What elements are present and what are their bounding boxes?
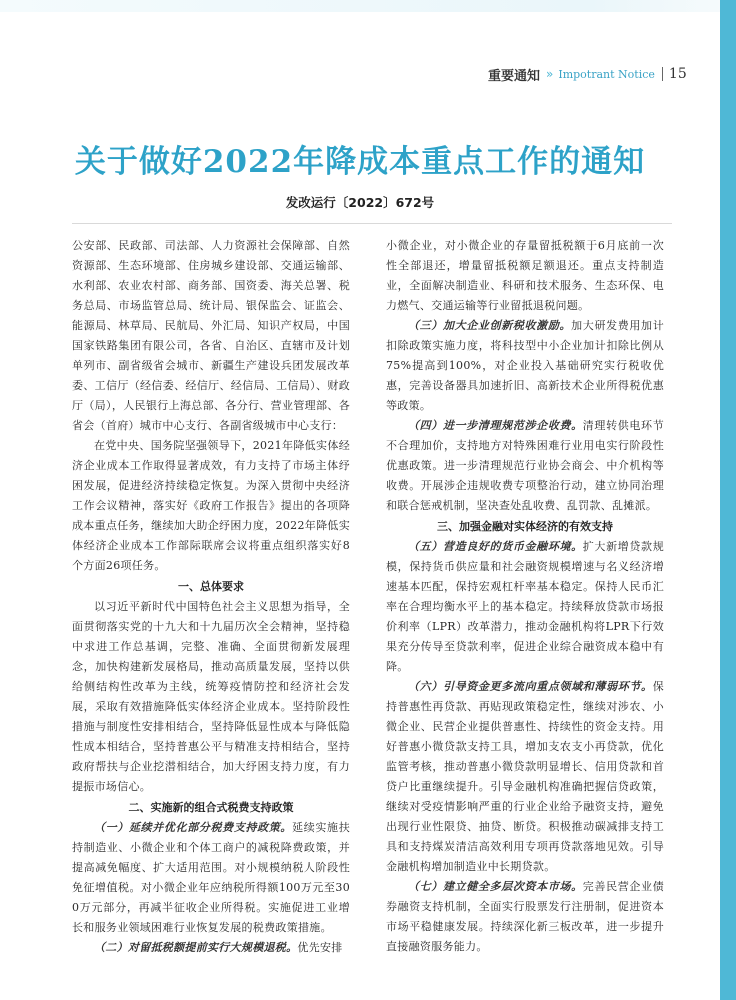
- page-number: 15: [668, 66, 687, 82]
- paragraph-lead: （一）延续并优化部分税费支持政策。: [94, 821, 293, 834]
- article-title: 关于做好2022年降成本重点工作的通知: [74, 144, 646, 180]
- paragraph-text: 扩大新增贷款规模，保持货币供应量和社会融资规模增速与名义经济增速基本匹配，保持宏观杠杆率基本稳定。保持人民币汇率在合理均衡水平上的基本稳定。持续释放贷款市场报价利率（LPR）改革潜力，推动金融机构将LPR下行效果充分传导至贷款利率，促进企业综合融资成本稳中有降。: [386, 540, 664, 673]
- section-heading: 一、总体要求: [178, 580, 244, 593]
- paragraph-text: 完善民营企业债券融资支持机制，全面实行股票发行注册制，促进资本市场平稳健康发展。持续深化新三板改革，进一步提升直接融资服务能力。: [386, 880, 664, 953]
- paragraph-text: 在党中央、国务院坚强领导下，2021年降低实体经济企业成本工作取得显著成效，有力支持了市场主体纾困发展，促进经济持续稳定恢复。为深入贯彻中央经济工作会议精神，落实好《政府工作报告》提出的各项降成本重点任务，继续加大助企纾困力度，2022年降低实体经济企业成本工作部际联席会议将重点组织落实好8个方面26项任务。: [72, 439, 350, 572]
- paragraph-text: 优先安排: [297, 941, 343, 954]
- paragraph-text: 延续实施扶持制造业、小微企业和个体工商户的减税降费政策，并提高减免幅度、扩大适用范围。对小规模纳税人阶段性免征增值税。对小微企业年应纳税所得额100万元至300万元部分，再减半征收企业所得税。实施促进工业增长和服务业领域困难行业恢复发展的税费政策措施。: [72, 821, 351, 934]
- side-color-tab: [720, 0, 736, 1000]
- paragraph-lead: （七）建立健全多层次资本市场。: [408, 880, 583, 893]
- paragraph-text: 清理转供电环节不合理加价，支持地方对特殊困难行业用电实行阶段性优惠政策。进一步清理规范行业协会商会、中介机构等收费。开展涉企违规收费专项整治行动，建立协同治理和联合惩戒机制，坚决查处乱收费、乱罚款、乱摊派。: [386, 419, 664, 512]
- paragraph-lead: （三）加大企业创新税收激励。: [408, 319, 572, 332]
- body-paragraph: [72, 597, 350, 797]
- body-paragraph: [72, 938, 350, 958]
- body-paragraph: [72, 818, 350, 938]
- body-paragraph: [386, 677, 664, 877]
- double-chevron-icon: »: [546, 67, 554, 81]
- body-paragraph: [386, 416, 664, 516]
- section-heading: 三、加强金融对实体经济的有效支持: [437, 520, 613, 533]
- paragraph-text: 以习近平新时代中国特色社会主义思想为指导，全面贯彻落实党的十九大和十九届历次全会精神，坚持稳中求进工作总基调，完整、准确、全面贯彻新发展理念，加快构建新发展格局，推动高质量发展，坚持以供给侧结构性改革为主线，统筹疫情防控和经济社会发展，采取有效措施降低实体经济企业成本。坚持阶段性措施与制度性安排相结合，坚持降低显性成本与降低隐性成本相结合，坚持普惠公平与精准支持相结合，坚持政府帮扶与企业挖潜相结合，加大纾困支持力度，有力提振市场信心。: [72, 600, 350, 793]
- paragraph-lead: （五）营造良好的货币金融环境。: [408, 540, 583, 553]
- paragraph-text: 加大研发费用加计扣除政策实施力度，将科技型中小企业加计扣除比例从75%提高到100%，对企业投入基础研究实行税收优惠，完善设备器具加速折旧、高新技术企业所得税优惠等政策。: [386, 319, 665, 412]
- right-column: [386, 236, 665, 953]
- paragraph-lead: （六）引导资金更多流向重点领域和薄弱环节。: [408, 680, 653, 693]
- paragraph-text: 保持普惠性再贷款、再贴现政策稳定性，继续对涉农、小微企业、民营企业提供普惠性、持续性的资金支持。用好普惠小微贷款支持工具，增加支农支小再贷款，优化监管考核，推动普惠小微贷款明显增长、信用贷款和首贷户比重继续提升。引导金融机构准确把握信贷政策，继续对受疫情影响严重的行业企业给予融资支持，避免出现行业性限贷、抽贷、断贷。积极推动碳减排支持工具和支持煤炭清洁高效利用专项再贷款落地见效。引导金融机构增加制造业中长期贷款。: [386, 680, 664, 873]
- paragraph-text: 公安部、民政部、司法部、人力资源社会保障部、自然资源部、生态环境部、住房城乡建设部、交通运输部、水利部、农业农村部、商务部、国资委、海关总署、税务总局、市场监管总局、统计局、银保监会、证监会、能源局、林草局、民航局、外汇局、知识产权局，中国国家铁路集团有限公司，各省、自治区、直辖市及计划单列市、副省级省会城市、新疆生产建设兵团发展改革委、工信厅（经信委、经信厅、经信局、工信局）、财政厅（局），人民银行上海总部、各分行、营业管理部、各省会（首府）城市中心支行、各副省级城市中心支行：: [72, 239, 350, 432]
- page-header: [488, 64, 698, 84]
- paragraph-text: 小微企业，对小微企业的存量留抵税额于6月底前一次性全部退还，增量留抵税额足额退还。重点支持制造业，全面解决制造业、科研和技术服务、生态环保、电力燃气、交通运输等行业留抵退税问题。: [386, 239, 664, 312]
- top-decorative-strip: [0, 0, 736, 12]
- body-paragraph: [386, 236, 664, 316]
- header-divider: [662, 67, 663, 81]
- document-number: 发改运行〔2022〕672号: [285, 195, 435, 210]
- section-label-en: Impotrant Notice: [558, 67, 655, 81]
- body-paragraph: [72, 236, 350, 436]
- title-divider: [72, 223, 672, 224]
- section-label: 重要通知: [488, 68, 541, 84]
- body-paragraph: [386, 537, 664, 677]
- body-paragraph: [386, 316, 664, 416]
- paragraph-lead: （四）进一步清理规范涉企收费。: [408, 419, 583, 432]
- paragraph-lead: （二）对留抵税额提前实行大规模退税。: [94, 941, 298, 954]
- body-paragraph: [72, 436, 350, 576]
- body-paragraph: [386, 877, 664, 957]
- section-heading: 二、实施新的组合式税费支持政策: [128, 801, 294, 814]
- left-column: [72, 236, 351, 954]
